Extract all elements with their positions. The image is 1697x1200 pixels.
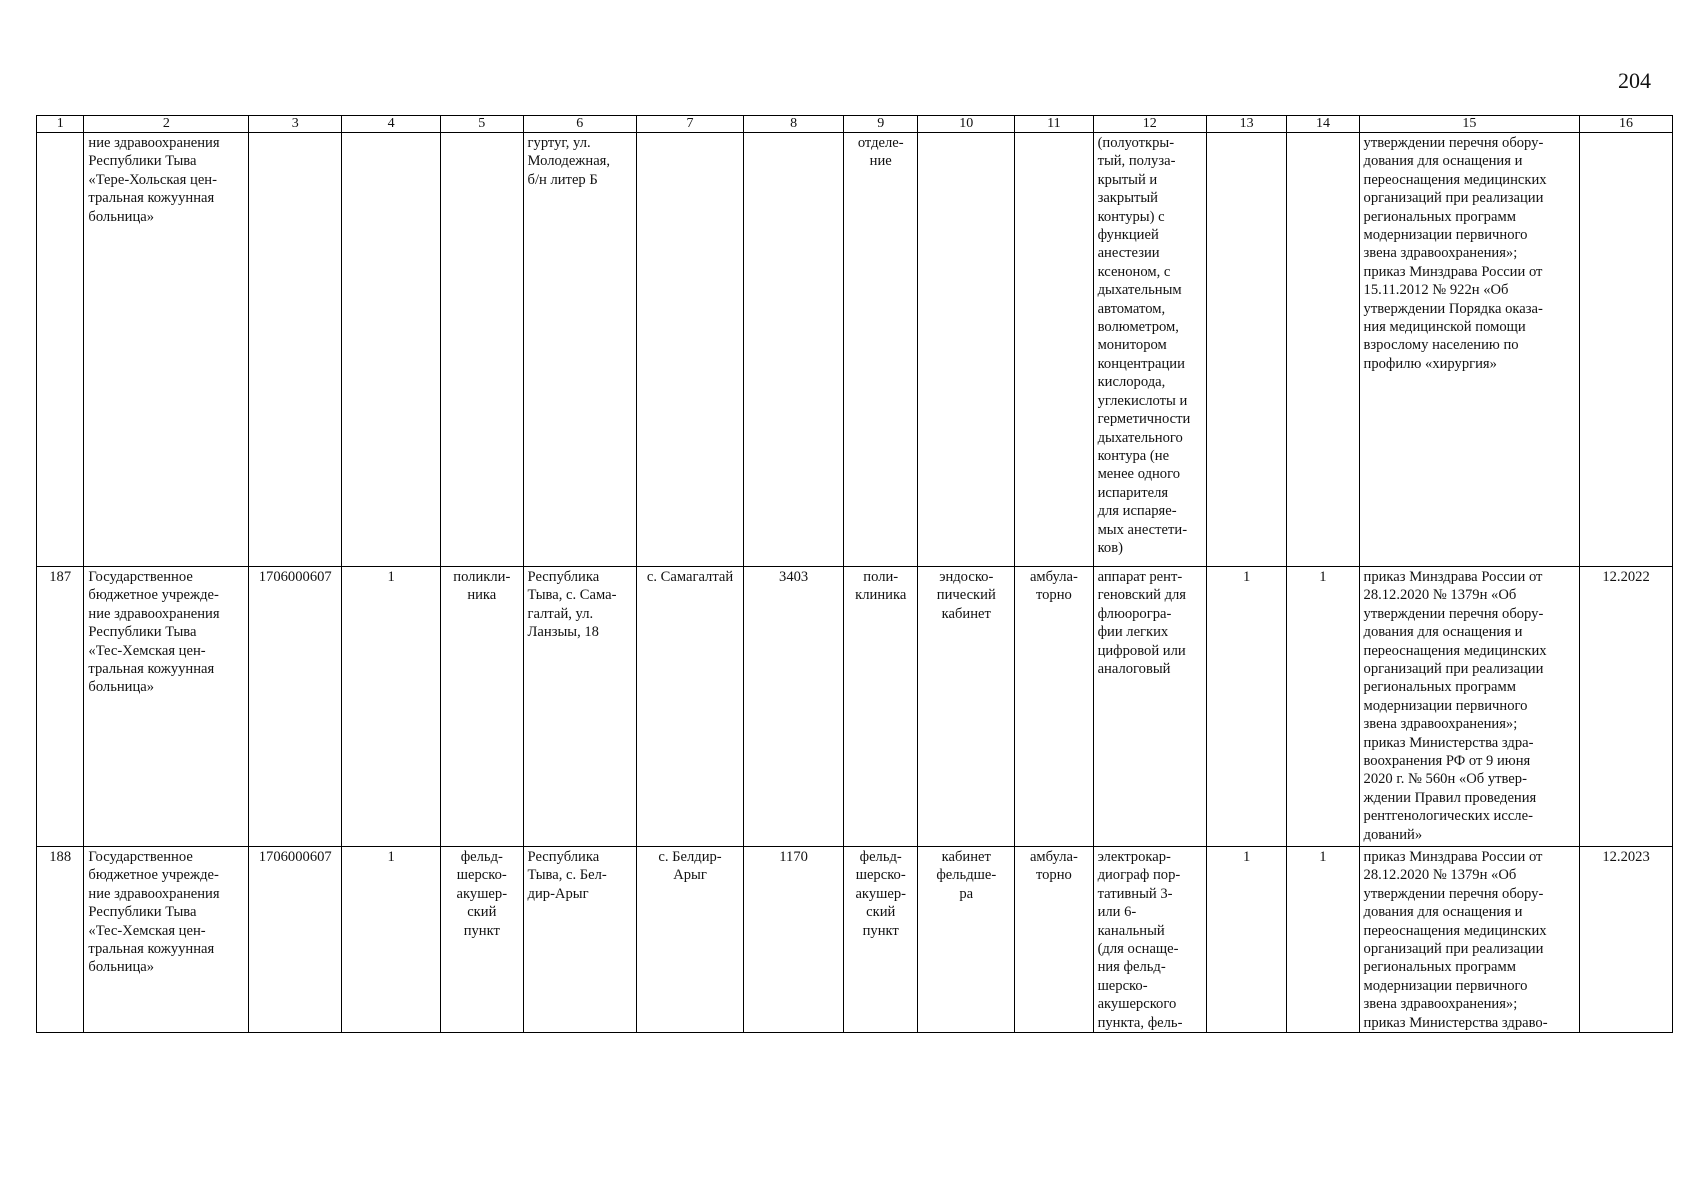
cell-address: Республика Тыва, с. Сама- галтай, ул. Ланзыы, 18 [523, 567, 636, 847]
table-row-continuation [37, 133, 1673, 567]
cell-department: фельд- шерско- акушер- ский пункт [844, 847, 918, 1033]
cell-population: 3403 [744, 567, 844, 847]
col-header-1: 1 [37, 116, 84, 133]
cell-equipment: (полуоткры- тый, полуза- крытый и закрытый контуры) с функцией анестезии ксеноном, с дыхательным автоматом, волюметром, монитором концентрации кислорода, углекислоты и герметичности дыхательного контура (не менее одного испарителя для испаряе- мых анестети- ков) [1093, 133, 1206, 567]
cell-room [918, 133, 1015, 567]
table-row-187 [37, 567, 1673, 847]
table-row-188 [37, 847, 1673, 1033]
col-header-11: 11 [1015, 116, 1093, 133]
cell-care-mode: амбула- торно [1015, 847, 1093, 1033]
cell-quantity-13 [1206, 133, 1286, 567]
cell-inn: 1706000607 [249, 847, 342, 1033]
cell-date: 12.2022 [1580, 567, 1673, 847]
cell-col4 [342, 133, 441, 567]
equipment-table [36, 115, 1673, 1033]
cell-date [1580, 133, 1673, 567]
col-header-10: 10 [918, 116, 1015, 133]
col-header-8: 8 [744, 116, 844, 133]
cell-care-mode [1015, 133, 1093, 567]
col-header-6: 6 [523, 116, 636, 133]
col-header-16: 16 [1580, 116, 1673, 133]
header-row [37, 116, 1673, 133]
col-header-4: 4 [342, 116, 441, 133]
cell-equipment: электрокар- диограф пор- тативный 3- или 6- канальный (для оснаще- ния фельд- шерско- акушерского пункта, фель- [1093, 847, 1206, 1033]
cell-settlement: с. Белдир- Арыг [636, 847, 743, 1033]
col-header-15: 15 [1359, 116, 1580, 133]
cell-quantity-13: 1 [1206, 567, 1286, 847]
cell-care-mode: амбула- торно [1015, 567, 1093, 847]
col-header-2: 2 [84, 116, 249, 133]
cell-department: поли- клиника [844, 567, 918, 847]
cell-col4: 1 [342, 567, 441, 847]
col-header-5: 5 [441, 116, 523, 133]
cell-address: гуртуг, ул. Молодежная, б/н литер Б [523, 133, 636, 567]
cell-facility-type [441, 133, 523, 567]
cell-institution: ние здравоохранения Республики Тыва «Тере-Хольская цен- тральная кожуунная больница» [84, 133, 249, 567]
cell-row-number: 188 [37, 847, 84, 1033]
cell-settlement [636, 133, 743, 567]
cell-quantity-14 [1287, 133, 1359, 567]
cell-quantity-14: 1 [1287, 847, 1359, 1033]
cell-facility-type: фельд- шерско- акушер- ский пункт [441, 847, 523, 1033]
cell-inn [249, 133, 342, 567]
page-number: 204 [1618, 68, 1651, 93]
cell-room: эндоско- пический кабинет [918, 567, 1015, 847]
cell-population: 1170 [744, 847, 844, 1033]
cell-department: отделе- ние [844, 133, 918, 567]
col-header-3: 3 [249, 116, 342, 133]
cell-row-number: 187 [37, 567, 84, 847]
cell-population [744, 133, 844, 567]
cell-equipment: аппарат рент- геновский для флюорогра- фии легких цифровой или аналоговый [1093, 567, 1206, 847]
cell-date: 12.2023 [1580, 847, 1673, 1033]
cell-legal-basis: приказ Минздрава России от 28.12.2020 № 1379н «Об утверждении перечня обору- дования для оснащения и переоснащения медицинских организаций при реализации региональных программ модернизации первичного звена здравоохранения»; приказ Министерства здра- воохранения РФ от 9 июня 2020 г. № 560н «Об утвер- ждении Правил проведения рентгенологических иссле- дований» [1359, 567, 1580, 847]
col-header-13: 13 [1206, 116, 1286, 133]
col-header-12: 12 [1093, 116, 1206, 133]
cell-facility-type: поликли- ника [441, 567, 523, 847]
cell-legal-basis: приказ Минздрава России от 28.12.2020 № 1379н «Об утверждении перечня обору- дования для оснащения и переоснащения медицинских организаций при реализации региональных программ модернизации первичного звена здравоохранения»; приказ Министерства здраво- [1359, 847, 1580, 1033]
cell-room: кабинет фельдше- ра [918, 847, 1015, 1033]
col-header-14: 14 [1287, 116, 1359, 133]
col-header-9: 9 [844, 116, 918, 133]
cell-settlement: с. Самагалтай [636, 567, 743, 847]
cell-legal-basis: утверждении перечня обору- дования для оснащения и переоснащения медицинских организаций при реализации региональных программ модернизации первичного звена здравоохранения»; приказ Минздрава России от 15.11.2012 № 922н «Об утверждении Порядка оказа- ния медицинской помощи взрослому населению по профилю «хирургия» [1359, 133, 1580, 567]
cell-institution: Государственное бюджетное учрежде- ние здравоохранения Республики Тыва «Тес-Хемская цен- тральная кожуунная больница» [84, 567, 249, 847]
cell-col4: 1 [342, 847, 441, 1033]
cell-institution: Государственное бюджетное учрежде- ние здравоохранения Республики Тыва «Тес-Хемская цен- тральная кожуунная больница» [84, 847, 249, 1033]
cell-row-number [37, 133, 84, 567]
col-header-7: 7 [636, 116, 743, 133]
cell-quantity-13: 1 [1206, 847, 1286, 1033]
cell-quantity-14: 1 [1287, 567, 1359, 847]
cell-inn: 1706000607 [249, 567, 342, 847]
cell-address: Республика Тыва, с. Бел- дир-Арыг [523, 847, 636, 1033]
